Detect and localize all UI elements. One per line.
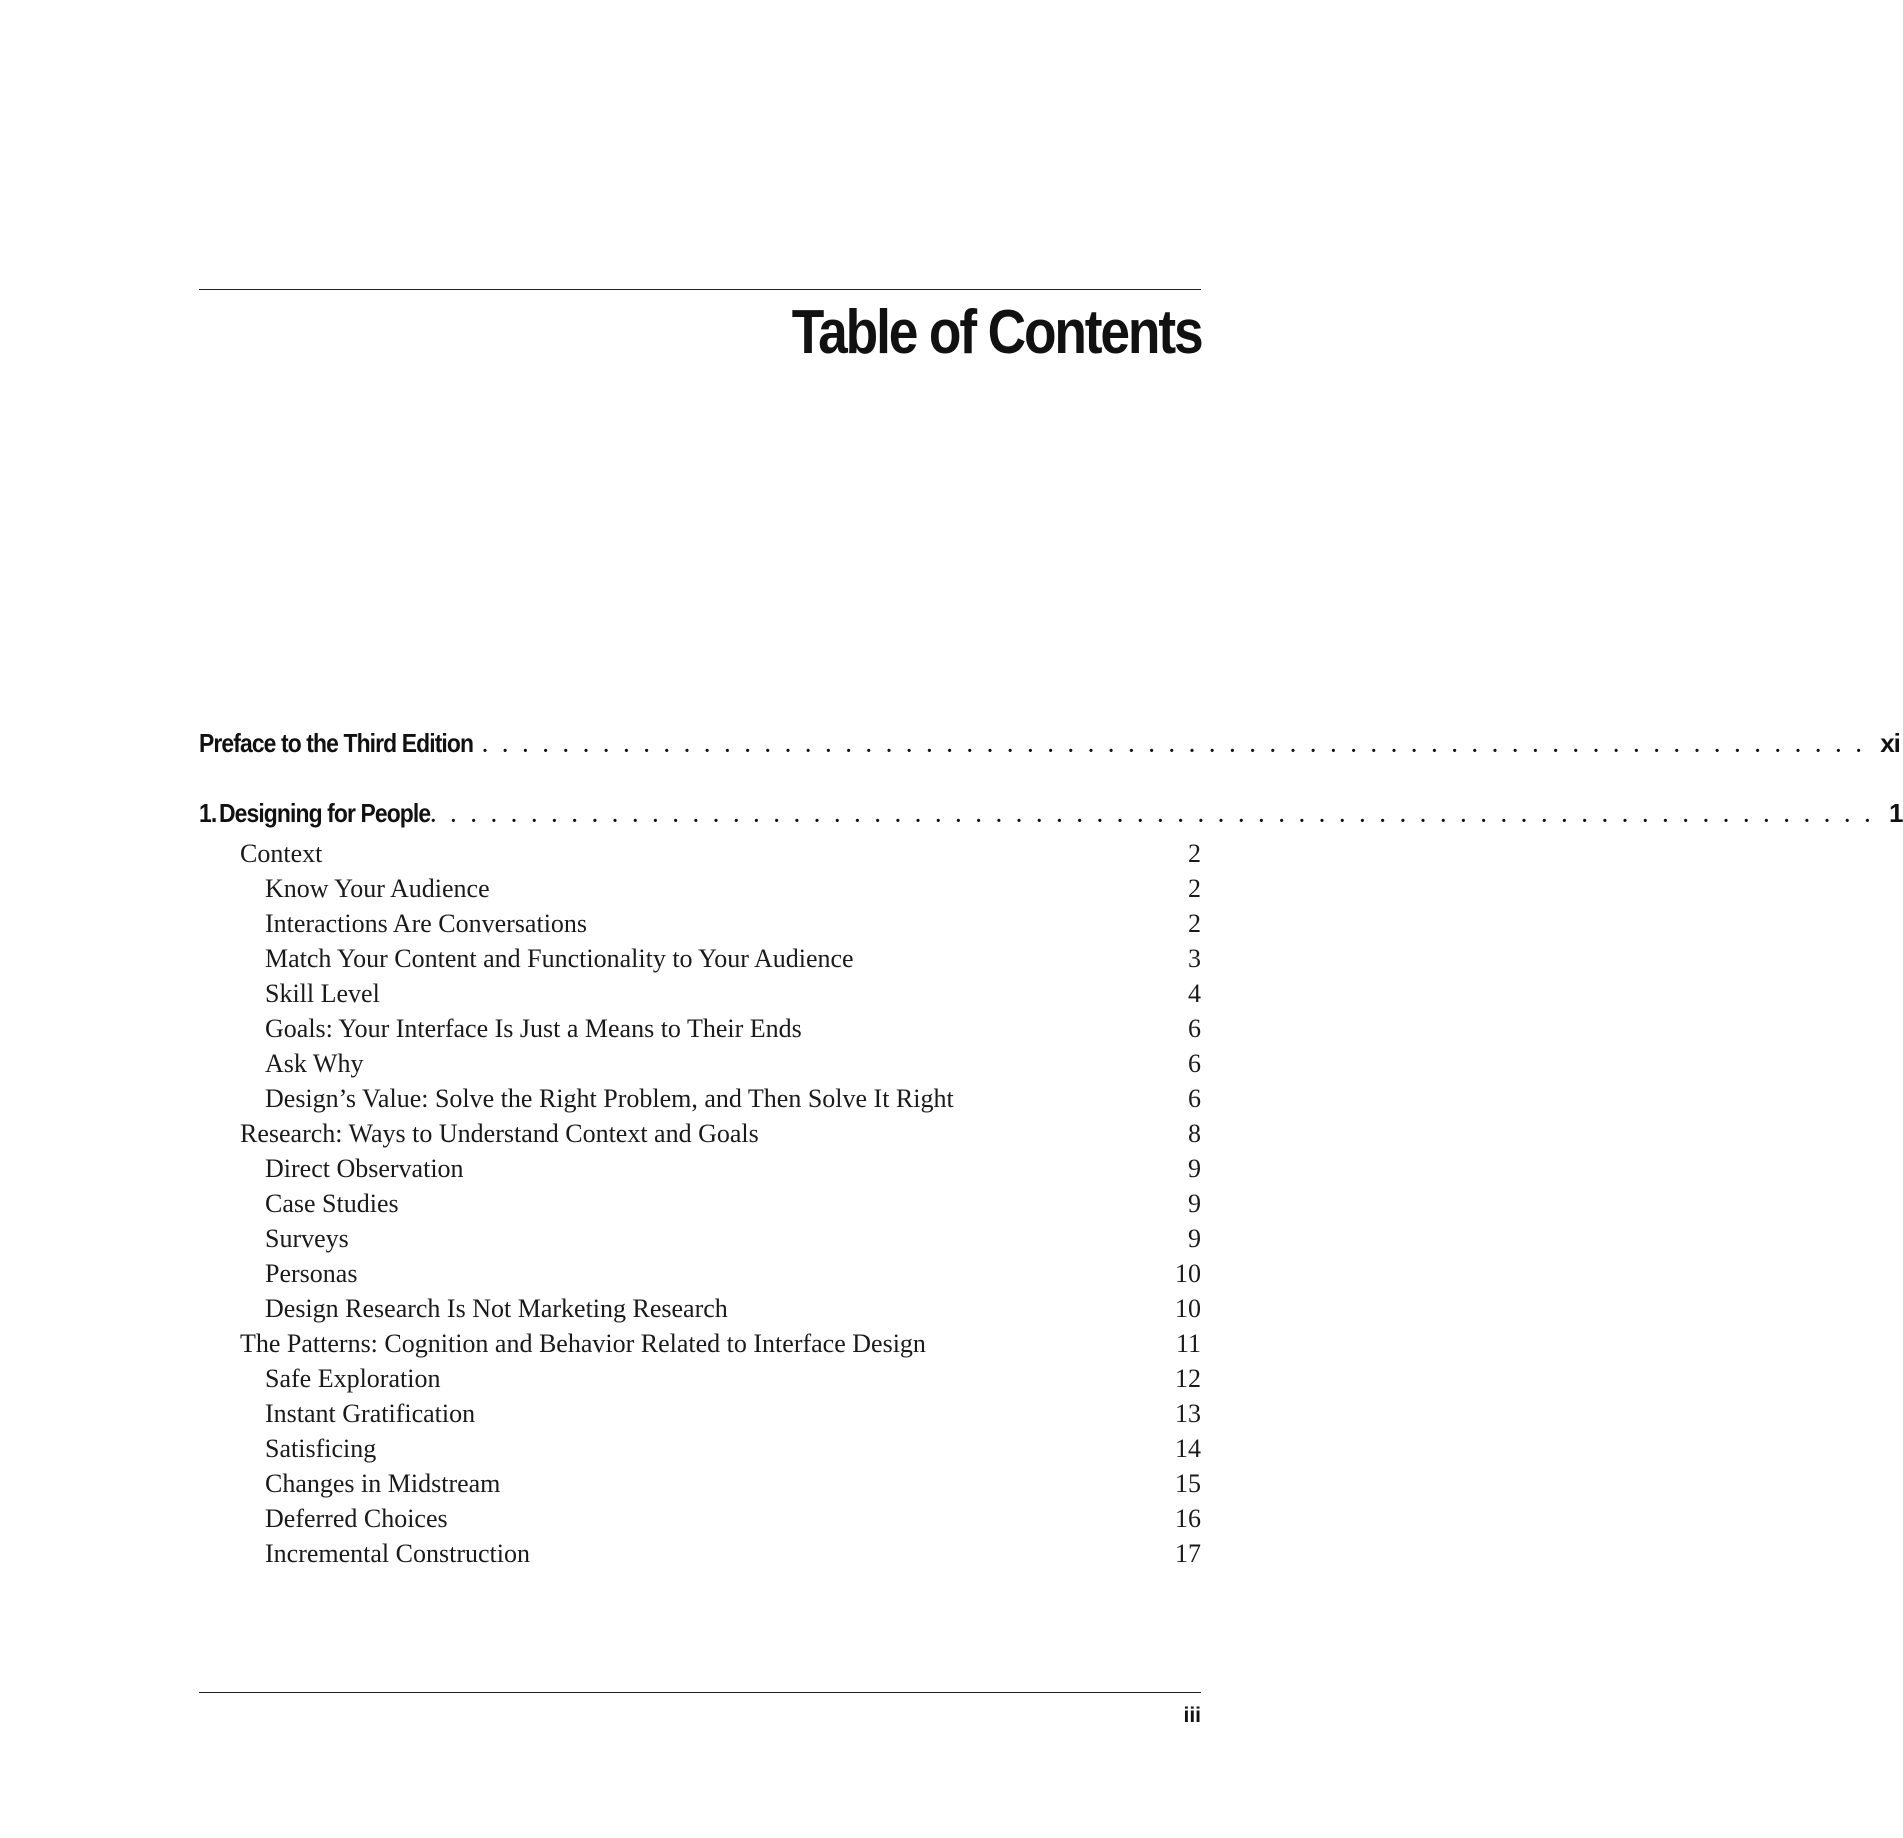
toc-entry-page: 11 [1175,1329,1201,1358]
toc-entry-research[interactable] [199,1116,1201,1151]
toc-chapter-1-label: Designing for People [218,798,430,828]
toc-entry-case-studies[interactable] [199,1186,1201,1221]
toc-entry-know-your-audience[interactable] [199,871,1201,906]
toc-entry-designs-value[interactable] [199,1081,1201,1116]
toc-entry-page: 17 [1175,1539,1201,1568]
toc-entry-page: 8 [1188,1119,1201,1148]
toc-entry-label: Instant Gratification [265,1399,476,1428]
toc-entry-label: Deferred Choices [265,1504,448,1533]
toc-preface-label: Preface to the Third Edition [199,728,474,758]
toc-entry-page: 6 [1188,1084,1201,1113]
chapter-number: 1. [199,798,217,828]
toc-entry-page: 13 [1175,1399,1201,1428]
toc-entry-changes-in-midstream[interactable] [199,1466,1201,1501]
toc-entry-surveys[interactable] [199,1221,1201,1256]
top-rule [199,289,1201,290]
toc-entry-label: Design Research Is Not Marketing Research [265,1294,728,1323]
toc-entry-ask-why[interactable] [199,1046,1201,1081]
toc-preface[interactable] [199,723,1900,763]
page-number: iii [1183,1704,1201,1727]
toc-entry-the-patterns[interactable] [199,1326,1201,1361]
toc-entry-skill-level[interactable] [199,976,1201,1011]
toc-entry-page: 3 [1188,944,1201,973]
toc-entry-personas[interactable] [199,1256,1201,1291]
toc-entry-label: Skill Level [265,979,380,1008]
toc-preface-page: xi [1880,728,1900,758]
toc-entry-match-your-content[interactable] [199,941,1201,976]
toc-entry-label: Changes in Midstream [265,1469,501,1498]
toc-entry-page: 14 [1175,1434,1201,1463]
toc-entry-label: Direct Observation [265,1154,464,1183]
toc-entry-page: 2 [1188,839,1201,868]
toc-entry-incremental-construction[interactable] [199,1536,1201,1571]
toc-entry-page: 2 [1188,909,1201,938]
bottom-rule [199,1692,1201,1693]
toc-entry-satisficing[interactable] [199,1431,1201,1466]
toc-entry-page: 9 [1188,1224,1201,1253]
toc-entry-label: Know Your Audience [265,874,490,903]
toc-entry-page: 6 [1188,1014,1201,1043]
toc-entry-page: 4 [1188,979,1201,1008]
toc-entry-label: Case Studies [265,1189,399,1218]
toc-entry-label: Ask Why [265,1049,364,1078]
toc-entry-goals[interactable] [199,1011,1201,1046]
toc-entry-label: The Patterns: Cognition and Behavior Related to Interface Design [240,1329,926,1358]
toc-entry-label: Interactions Are Conversations [265,909,588,938]
toc-entry-page: 16 [1175,1504,1201,1533]
dot-leader: . . . . . . . . . . . . . . . . . . . . . . . . . . . . . . . . . . . . . . . . . . . . . . . . . . . . . . . . . . . . . . . . . . . . . [482,735,1867,757]
toc-entry-design-research[interactable] [199,1291,1201,1326]
toc-entry-page: 15 [1175,1469,1201,1498]
toc-entry-page: 9 [1188,1189,1201,1218]
toc-entry-label: Satisficing [265,1434,377,1463]
toc-entry-page: 10 [1175,1259,1201,1288]
toc-entry-label: Research: Ways to Understand Context and Goals [240,1119,759,1148]
toc-entry-deferred-choices[interactable] [199,1501,1201,1536]
dot-leader: . . . . . . . . . . . . . . . . . . . . . . . . . . . . . . . . . . . . . . . . . . . . . . . . . . . . . . . . . . . . . . . . . . . . . . . . [430,805,1876,827]
toc-entry-label: Match Your Content and Functionality to Your Audience [265,944,854,973]
toc-chapter-1[interactable] [199,793,1903,833]
toc-entry-label: Goals: Your Interface Is Just a Means to Their Ends [265,1014,802,1043]
toc-entry-label: Context [240,839,323,868]
toc-entry-page: 12 [1175,1364,1201,1393]
toc-entry-direct-observation[interactable] [199,1151,1201,1186]
toc-entry-safe-exploration[interactable] [199,1361,1201,1396]
toc-entry-page: 9 [1188,1154,1201,1183]
toc-entry-page: 6 [1188,1049,1201,1078]
toc-entry-label: Design’s Value: Solve the Right Problem, and Then Solve It Right [265,1084,954,1113]
toc-entry-page: 10 [1175,1294,1201,1323]
toc-entry-label: Safe Exploration [265,1364,441,1393]
toc-entry-label: Surveys [265,1224,349,1253]
toc-entry-interactions-are-conversations[interactable] [199,906,1201,941]
toc-chapter-1-page: 1 [1889,798,1903,828]
page-title: Table of Contents [791,298,1201,367]
toc-entry-label: Incremental Construction [265,1539,530,1568]
toc-entry-page: 2 [1188,874,1201,903]
toc-entry-label: Personas [265,1259,358,1288]
toc-entry-instant-gratification[interactable] [199,1396,1201,1431]
toc-entry-context[interactable] [199,836,1201,871]
